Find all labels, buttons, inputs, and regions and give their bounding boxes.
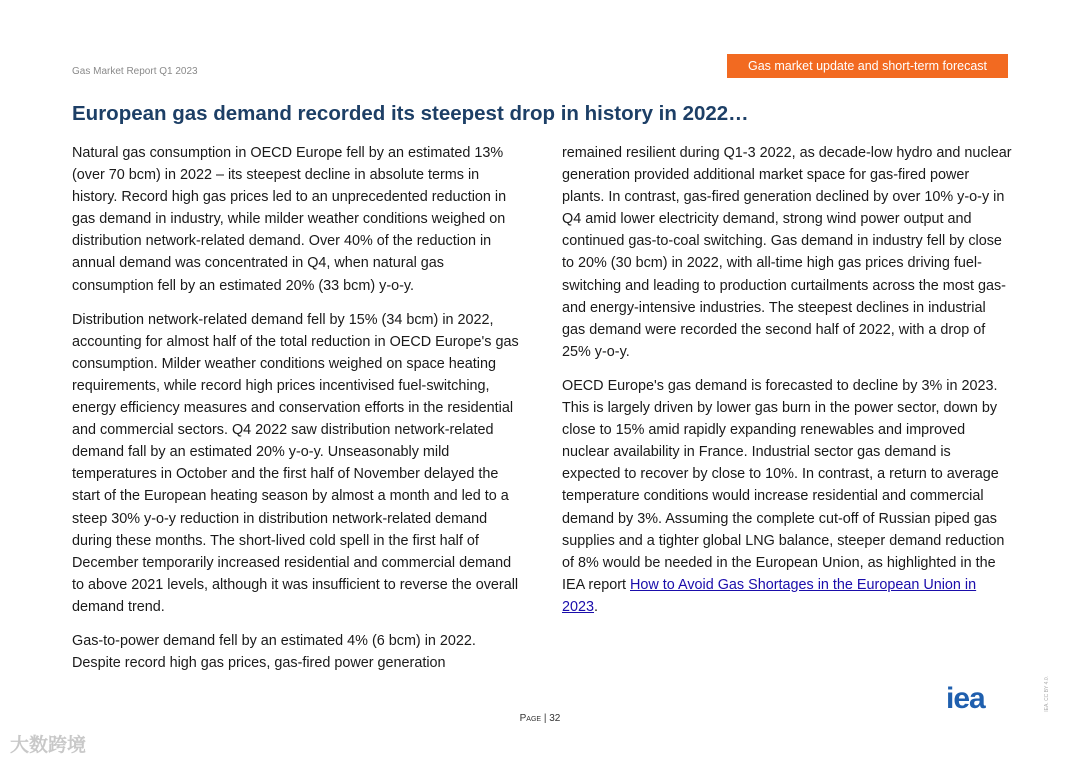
paragraph-end: . <box>594 598 599 615</box>
right-column <box>562 142 1012 630</box>
report-name: Gas Market Report Q1 2023 <box>72 66 198 77</box>
paragraph: remained resilient during Q1-3 2022, as decade-low hydro and nuclear generation provided additional market space for gas-fired power plants. In contrast, gas-fired generation declined by over 10% y-o-y in Q4 amid lower electricity demand, strong wind power output and continued gas-to-coal switching. Gas demand in industry fell by close to 20% (30 bcm) in 2022, with all-time high gas prices driving fuel-switching and leading to production curtailments across the most gas- and energy-intensive industries. The steepest declines in industrial gas demand were recorded the second half of 2022, with a drop of 25% y-o-y. <box>562 145 1012 360</box>
license-text: IEA. CC BY 4.0. <box>1044 676 1050 712</box>
page-separator: | <box>541 713 550 724</box>
paragraph-text: OECD Europe's gas demand is forecasted to decline by 3% in 2023. This is largely driven by lower gas burn in the power sector, down by close to 15% amid rapidly expanding renewables and improved nuclear availability in France. Industrial sector gas demand is expected to recover by close to 10%. In contrast, a return to average temperature conditions would increase residential and commercial demand by 3%. Assuming the complete cut-off of Russian piped gas supplies and a tighter global LNG balance, steeper demand reduction of 8% would be needed in the European Union, as highlighted in the IEA report <box>562 377 1005 593</box>
watermark: 大数跨境 <box>10 735 87 756</box>
page-label: Page <box>519 713 542 724</box>
page-footer <box>0 713 1080 724</box>
section-tag: Gas market update and short-term forecast <box>727 54 1008 78</box>
page-number: 32 <box>549 713 561 724</box>
report-link[interactable]: How to Avoid Gas Shortages in the European Union in 2023 <box>562 576 977 615</box>
paragraph: Distribution network-related demand fell by 15% (34 bcm) in 2022, accounting for almost half of the total reduction in OECD Europe's gas consumption. Milder weather conditions weighed on space heating requirements, while record high prices incentivised fuel-switching, energy efficiency measures and conservation efforts in the residential and commercial sectors. Q4 2022 saw distribution network-related demand fall by an estimated 20% y-o-y. Unseasonably mild temperatures in October and the first half of November delayed the start of the European heating season by almost a month and led to a steep 30% y-o-y reduction in distribution network-related demand during these months. The short-lived cold spell in the first half of December temporarily increased residential and commercial demand to above 2021 levels, although it was insufficient to reverse the overall demand trend. <box>72 311 519 615</box>
paragraph-with-link <box>562 375 1012 618</box>
paragraph: Natural gas consumption in OECD Europe fell by an estimated 13% (over 70 bcm) in 2022 – its steepest decline in absolute terms in history. Record high gas prices led to an unprecedented reduction in gas demand in industry, while milder weather conditions weighed on distribution network-related demand. Over 40% of the reduction in annual demand was concentrated in Q4, when natural gas consumption fell by an estimated 20% (33 bcm) y-o-y. <box>72 145 507 294</box>
page-title: European gas demand recorded its steepest drop in history in 2022… <box>72 102 749 125</box>
left-column <box>72 142 522 686</box>
iea-logo: iea <box>946 682 985 715</box>
paragraph: Gas-to-power demand fell by an estimated 4% (6 bcm) in 2022. Despite record high gas prices, gas-fired power generation <box>72 632 476 672</box>
